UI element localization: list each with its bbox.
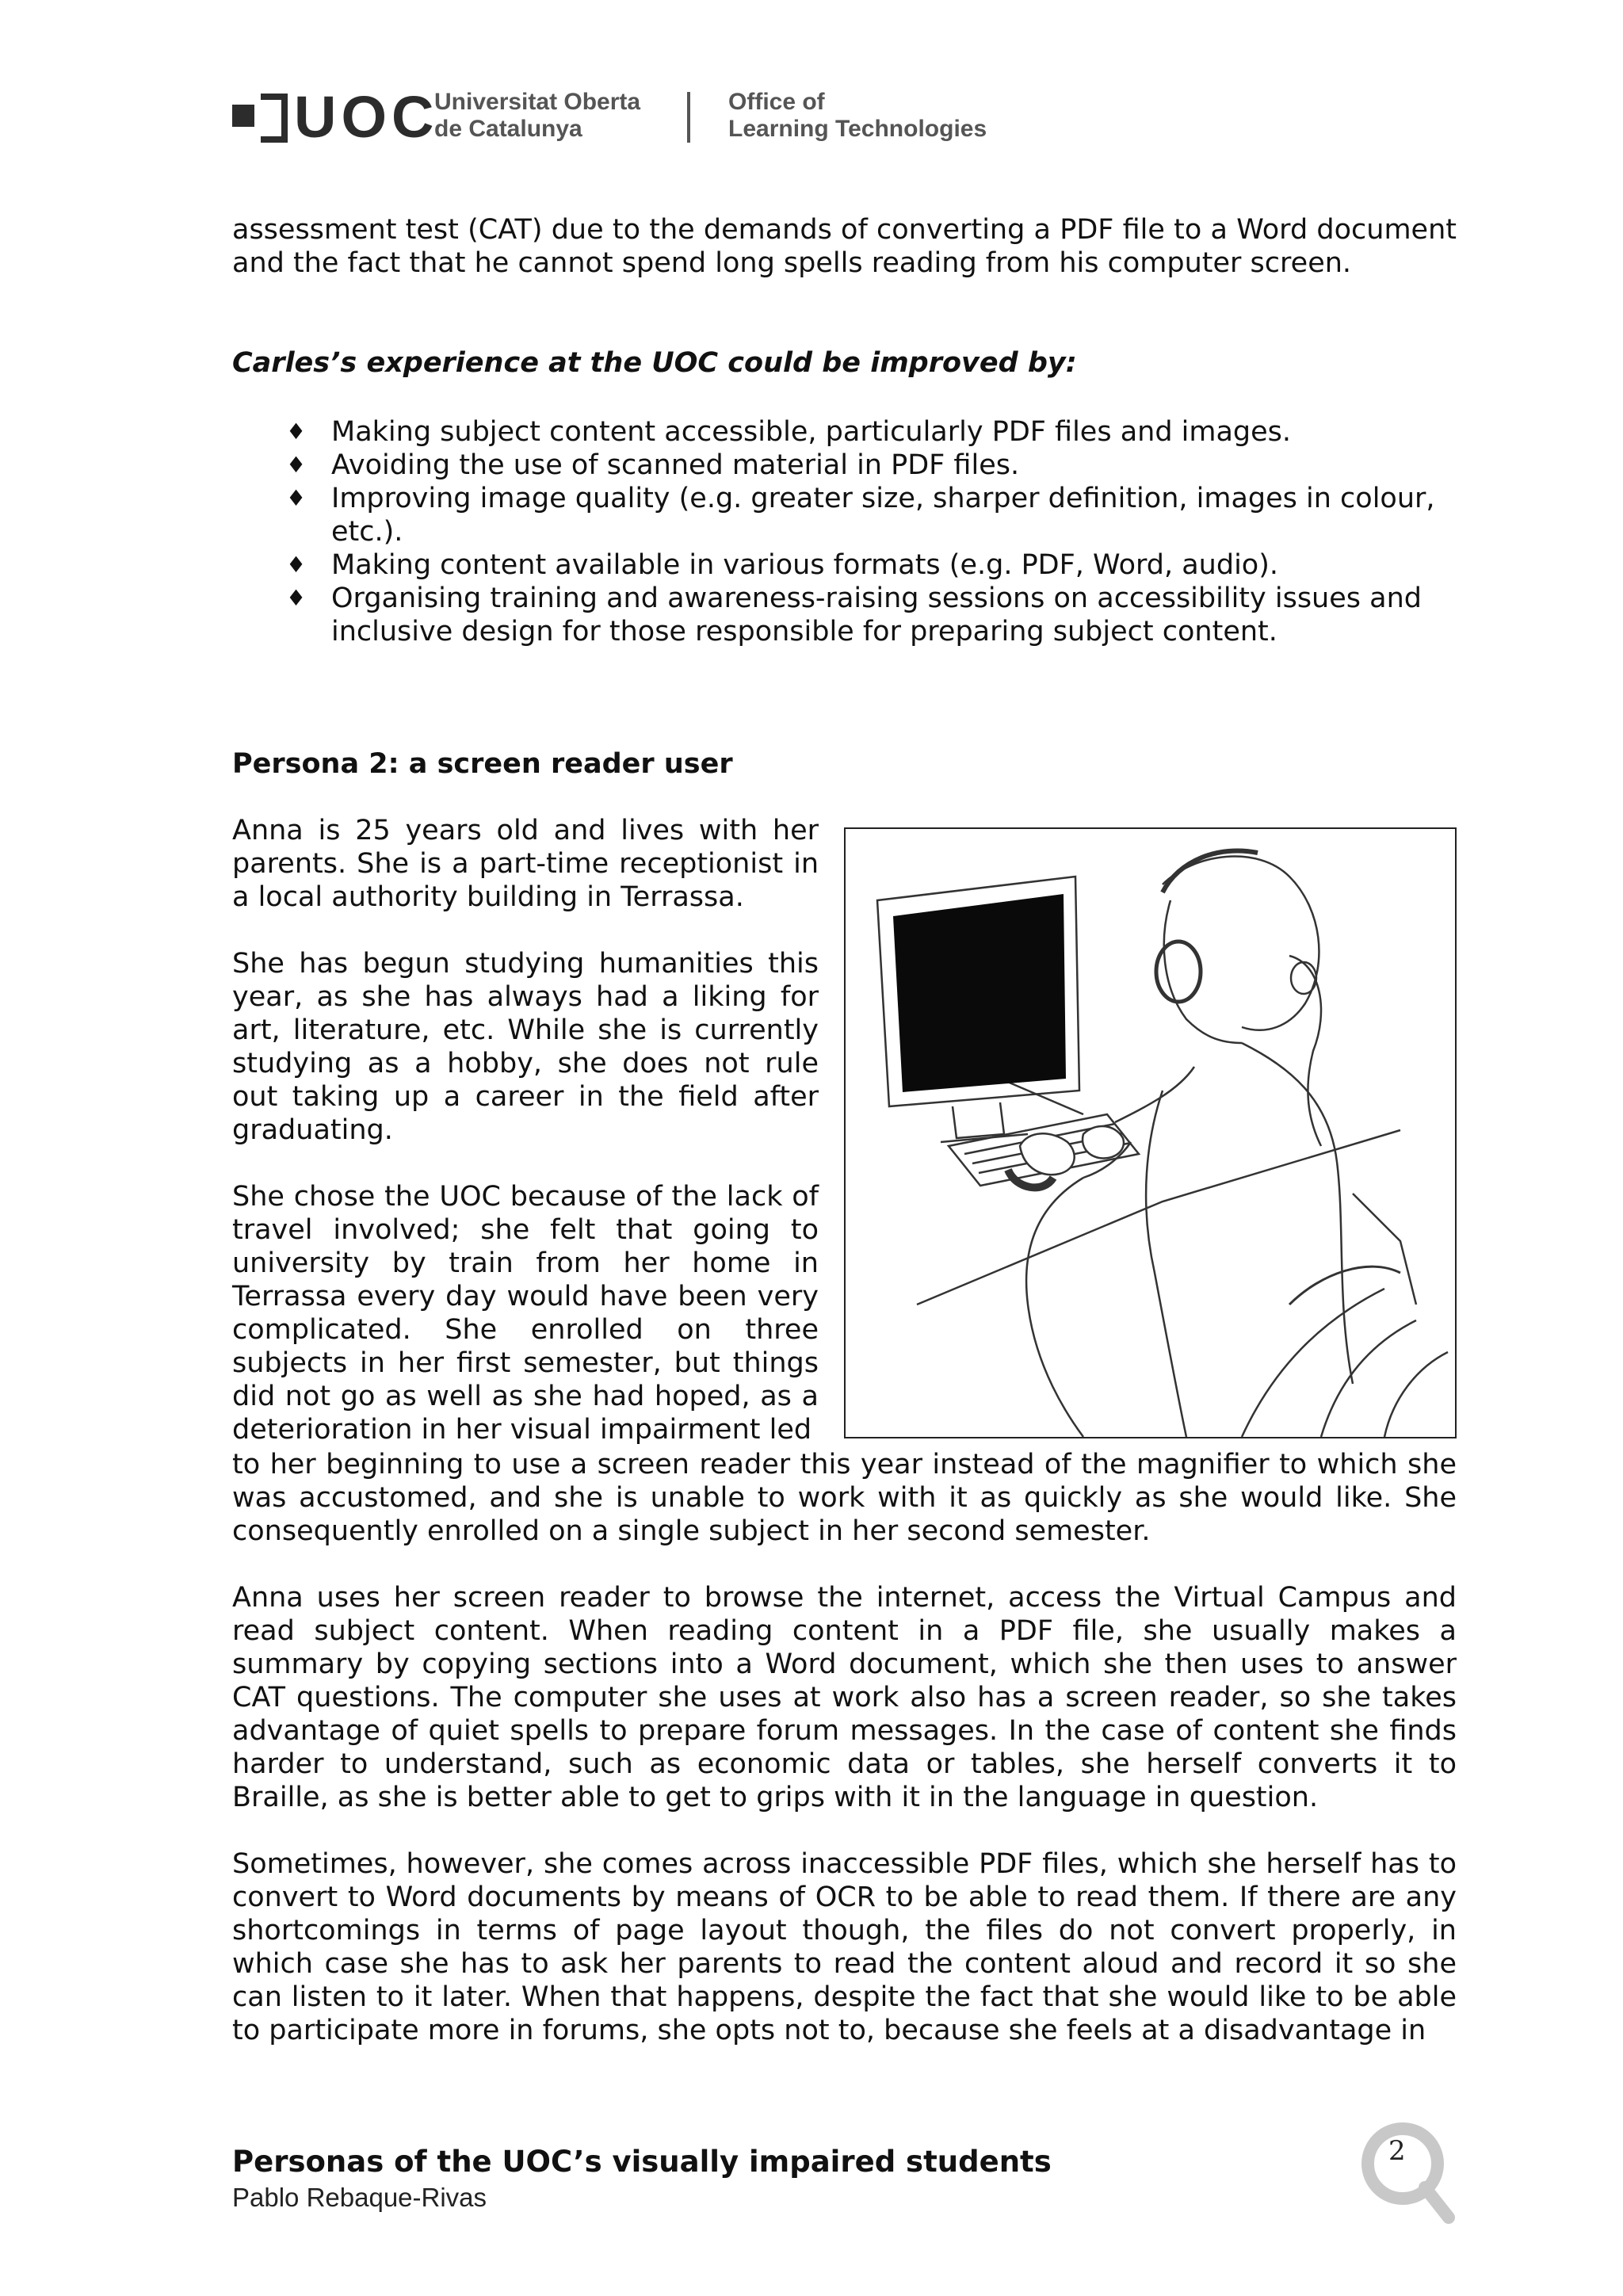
list-item: ♦ Making subject content accessible, particularly PDF files and images. [286,416,1292,448]
intro-paragraph: assessment test (CAT) due to the demands of converting a PDF file to a Word document and the fact that he cannot spend long spells reading from his computer screen. [232,214,1457,279]
improvement-list [232,415,1457,648]
paragraph-anna-inaccessible-pdf: Sometimes, however, she comes across inaccessible PDF files, which she herself has to convert to Word documents by means of OCR to be able to read them. If there are any shortcomings in terms of page layout though, the files do not convert properly, in which case she has to ask her parents to read the content aloud and record it so she can listen to it later. When that happens, despite the fact that she would like to be able to participate more in forums, she opts not to, because she feels at a disadvantage in [232,1848,1457,2046]
list-item: ♦ Avoiding the use of scanned material in PDF files. [286,449,1020,481]
diamond-bullet-icon: ♦ [286,552,307,578]
paragraph-anna-screen-reader: to her beginning to use a screen reader this year instead of the magnifier to which she was accustomed, and she is unable to work with it as quickly as she would like. She consequently enrolled on a single subject in her second semester. [232,1449,1457,1547]
footer-document-title: Personas of the UOC’s visually impaired students [232,2145,1052,2179]
footer-author: Pablo Rebaque-Rivas [232,2183,487,2212]
university-name: Universitat Oberta de Catalunya [434,89,641,142]
diamond-bullet-icon: ♦ [286,452,307,478]
diamond-bullet-icon: ♦ [286,485,307,511]
list-item: ♦ Improving image quality (e.g. greater size, sharper definition, images in colour, etc.). [286,483,1435,548]
uoc-logo-icon [232,94,288,143]
diamond-bullet-icon: ♦ [286,418,307,445]
magnifier-page-icon [1355,2118,1458,2229]
persona-body [232,1448,1457,2047]
paragraph-anna-uoc-choice: She chose the UOC because of the lack of travel involved; she felt that going to university by train from her home in Terrassa every day would have been very complicated. She enrolled on three subjects in her first semester, but things did not go as well as she had hoped, as a deterioration in her visual impairment led [232,1181,819,1446]
list-item: ♦ Making content available in various formats (e.g. PDF, Word, audio). [286,549,1278,581]
page-number: 2 [1388,2135,1406,2167]
persona-intro-column [232,814,819,1446]
page-header [232,86,1104,149]
paragraph-anna-age: Anna is 25 years old and lives with her parents. She is a part-time receptionist in a local authority building in Terrassa. [232,815,819,913]
illustration-screen-reader-user [844,827,1457,1438]
paragraph-anna-usage: Anna uses her screen reader to browse the internet, access the Virtual Campus and read subject content. When reading content in a PDF file, she usually makes a summary by copying sections into a Word document, which she then uses to answer CAT questions. The computer she uses at work also has a screen reader, so she takes advantage of quiet spells to prepare forum messages. In the case of content she finds harder to understand, such as economic data or tables, she herself converts it to Braille, as she is better able to get to grips with it in the language in question. [232,1582,1457,1813]
header-divider [687,92,690,143]
list-item: ♦ Organising training and awareness-raising sessions on accessibility issues and inclusive design for those responsible for preparing subject content. [286,583,1422,648]
diamond-bullet-icon: ♦ [286,585,307,611]
person-at-computer-icon [846,829,1455,1437]
improve-heading: Carles’s experience at the UOC could be improved by: [232,347,1077,379]
uoc-logo-text: UOC [294,84,439,150]
paragraph-anna-studies: She has begun studying humanities this year, as she has always had a liking for art, literature, etc. While she is currently studying as a hobby, she does not rule out taking up a career in the field after graduating. [232,948,819,1146]
office-name: Office of Learning Technologies [728,89,987,142]
persona-heading: Persona 2: a screen reader user [232,748,733,780]
